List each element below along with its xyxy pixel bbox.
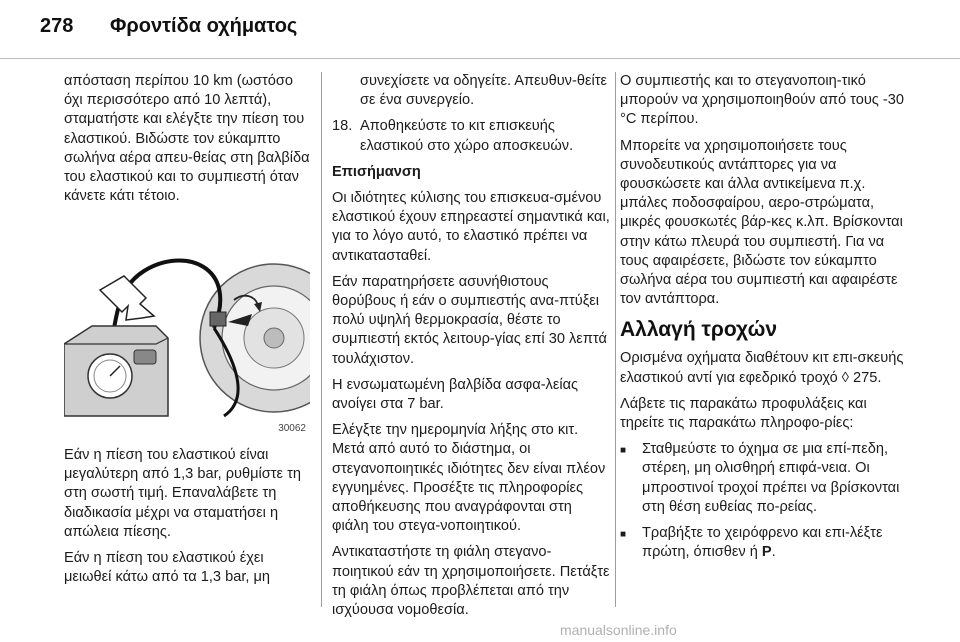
page-title: Φροντίδα οχήματος <box>110 15 298 37</box>
text-column-3 <box>620 72 904 569</box>
compressor-hose-tyre-image <box>64 226 310 436</box>
compressor-illustration <box>64 226 310 436</box>
text-column-2 <box>332 72 612 627</box>
bullet-text-main: Τραβήξτε το χειρόφρενο και επι-λέξτε πρώτη, όπισθεν ή <box>642 525 883 561</box>
page-header <box>0 0 960 59</box>
paragraph: Εάν η πίεση του ελαστικού είναι μεγαλύτερη από 1,3 bar, ρυθμίστε τη στη σωστή τιμή. Επαναλάβετε τη διαδικασία μέχρι να σταματήσει η απώλεια πίεσης. <box>64 447 301 540</box>
paragraph: Οι ιδιότητες κύλισης του επισκευα-σμένου ελαστικού έχουν επηρεαστεί σημαντικά και, για το λόγο αυτό, το ελαστικό πρέπει να αντικατασταθεί. <box>332 190 610 264</box>
gear-letter: P <box>761 544 772 561</box>
paragraph: Ελέγξτε την ημερομηνία λήξης στο κιτ. Μετά από αυτό το διάστημα, οι στεγανοποιητικές ιδιότητες δεν είναι πλέον εγγυημένες. Προσέξτε τις πληροφορίες αποθήκευσης που αναγράφονται στη φιάλη του στεγα-νοποιητικού. <box>332 422 606 535</box>
paragraph: Μπορείτε να χρησιμοποιήσετε τους συνοδευτικούς αντάπτορες για να φουσκώσετε και άλλα αντικείμενα π.χ. μπάλες ποδοσφαίρου, αερο-στρώματα, μικρές φουσκωτές βάρ-κες κ.λπ. Βρίσκονται στην κάτω πλευρά του συμπιεστή. Για να τους αφαιρέσετε, βιδώστε τον εύκαμπτο σωλήνα αέρα του συμπιεστή και αφαιρέστε τον αντάπτορα. <box>620 137 903 308</box>
paragraph: απόσταση περίπου 10 km (ωστόσο όχι περισσότερο από 10 λεπτά), σταματήστε και ελέγξτε την πίεση του ελαστικού. Βιδώστε τον εύκαμπτο σωλήνα αέρα απευ-θείας στη βαλβίδα του ελαστικού και το συμπιεστή όταν κάνετε κάτι τέτοιο. <box>64 73 310 205</box>
bullet-item <box>620 440 904 517</box>
note-block <box>332 163 612 620</box>
column-divider <box>615 72 616 607</box>
step-continuation: συνεχίσετε να οδηγείτε. Απευθυν-θείτε σε ένα συνεργείο. <box>360 73 607 109</box>
step-number: 18. <box>332 118 353 135</box>
paragraph: Εάν παρατηρήσετε ασυνήθιστους θορύβους ή εάν ο συμπιεστής ανα-πτύξει πολύ υψηλή θερμοκρασία, θέστε το συμπιεστή εκτός λειτουρ-γίας επί 30 λεπτά τουλάχιστον. <box>332 273 607 367</box>
text-column-1-lower <box>64 446 310 594</box>
step-text: Αποθηκεύστε το κιτ επισκευής ελαστικού στο χώρο αποσκευών. <box>360 118 574 154</box>
bullet-text <box>642 524 904 562</box>
bullet-mark: ■ <box>620 445 627 457</box>
bullet-mark: ■ <box>620 529 627 541</box>
paragraph: Εάν η πίεση του ελαστικού έχει μειωθεί κάτω από τα 1,3 bar, μη <box>64 550 271 586</box>
page-number: 278 <box>40 15 74 37</box>
text-column-1 <box>64 72 310 213</box>
paragraph: Λάβετε τις παρακάτω προφυλάξεις και τηρείτε τις παρακάτω πληροφο-ρίες: <box>620 395 867 432</box>
section-title: Αλλαγή τροχών <box>620 318 778 342</box>
paragraph: Αντικαταστήστε τη φιάλη στεγανο-ποιητικού εάν τη χρησιμοποιήσετε. Πετάξτε τη φιάλη όπως προβλέπεται από την ισχύουσα νομοθεσία. <box>332 544 610 619</box>
bullet-item <box>620 524 904 562</box>
column-divider <box>321 72 322 607</box>
paragraph: Ο συμπιεστής και το στεγανοποιη-τικό μπορούν να χρησιμοποιηθούν από τους -30 °C περίπου. <box>620 73 904 128</box>
paragraph: Η ενσωματωμένη βαλβίδα ασφα-λείας ανοίγει στα 7 bar. <box>332 376 579 413</box>
figure-number: 30062 <box>278 423 306 434</box>
watermark: manualsonline.info <box>560 622 677 638</box>
bullet-text: Σταθμεύστε το όχημα σε μια επί-πεδη, στέρεη, μη ολισθηρή επιφά-νεια. Οι μπροστινοί τροχοί πρέπει να βρίσκονται στη θέση ευθείας πο-ρείας. <box>642 441 900 515</box>
note-title: Επισήμανση <box>332 163 421 180</box>
paragraph: Ορισμένα οχήματα διαθέτουν κιτ επι-σκευής ελαστικού αντί για εφεδρικό τροχό ◊ 275. <box>620 350 904 386</box>
step-18 <box>332 117 612 155</box>
bullet-text-end: . <box>771 544 776 561</box>
